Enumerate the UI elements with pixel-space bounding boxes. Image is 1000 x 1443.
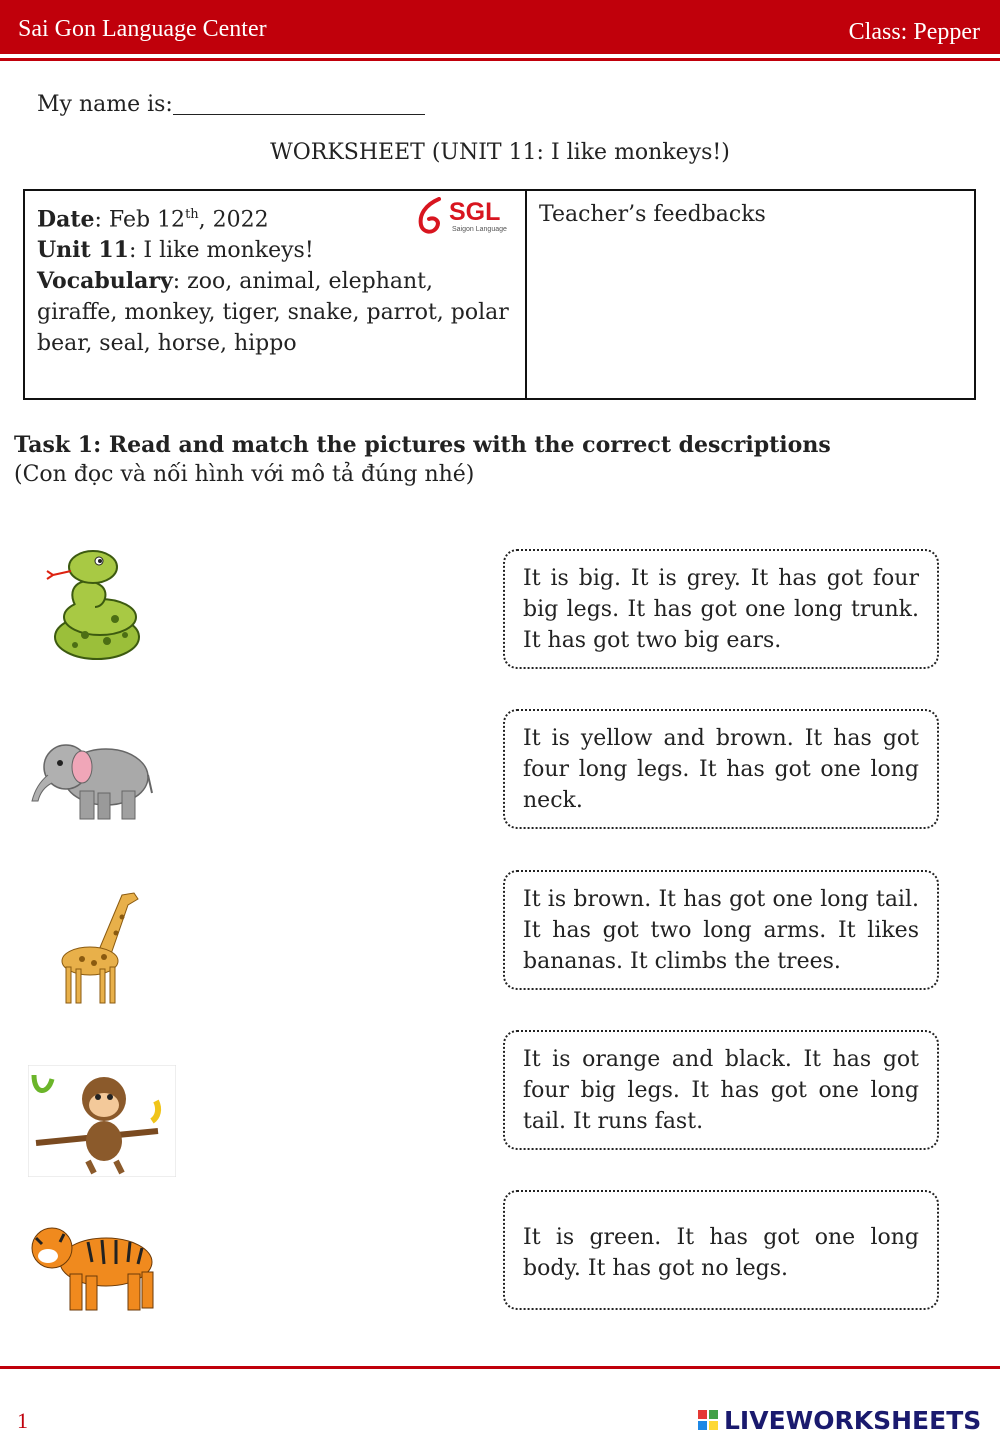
header-bar xyxy=(0,0,1000,54)
description-text: It is brown. It has got one long tail. It has got two long arms. It likes bananas. It climbs the trees. xyxy=(523,887,919,974)
elephant-icon[interactable] xyxy=(28,735,154,823)
sgl-logo xyxy=(415,197,511,237)
footer-divider xyxy=(0,1366,1000,1369)
class-name: Class: Pepper xyxy=(848,19,980,45)
feedback-label: Teacher’s feedbacks xyxy=(539,202,766,227)
center-name: Sai Gon Language Center xyxy=(18,16,267,42)
vocab-value: : zoo, animal, elephant, giraffe, monkey, tiger, snake, parrot, polar bear, seal, horse, hippo xyxy=(37,269,509,357)
name-line xyxy=(37,90,425,117)
vocab-line xyxy=(37,266,513,359)
name-label: My name is: xyxy=(37,92,173,117)
unit-label: Unit 11 xyxy=(37,237,129,264)
name-input[interactable] xyxy=(173,90,425,115)
header-divider xyxy=(0,58,1000,61)
description-text: It is orange and black. It has got four big legs. It has got one long tail. It runs fast. xyxy=(523,1047,919,1134)
giraffe-icon[interactable] xyxy=(52,887,144,1007)
info-table xyxy=(23,189,976,400)
date-value: : Feb 12 xyxy=(94,207,186,233)
description-text: It is yellow and brown. It has got four long legs. It has got one long neck. xyxy=(523,726,919,813)
vocab-label: Vocabulary xyxy=(37,268,173,295)
logo-text: SGL xyxy=(449,198,501,226)
snake-icon[interactable] xyxy=(45,545,145,663)
task1-subtitle: (Con đọc và nối hình với mô tả đúng nhé) xyxy=(14,462,475,487)
description-text: It is green. It has got one long body. It has got no legs. xyxy=(523,1225,919,1281)
worksheet-title: WORKSHEET (UNIT 11: I like monkeys!) xyxy=(270,140,730,165)
date-label: Date xyxy=(37,206,95,233)
description-box[interactable] xyxy=(503,1030,939,1150)
unit-line xyxy=(37,235,513,266)
lesson-info-cell xyxy=(24,190,526,399)
description-box[interactable] xyxy=(503,709,939,829)
brand-text: LIVEWORKSHEETS xyxy=(724,1406,982,1435)
date-year: , 2022 xyxy=(198,207,269,233)
unit-value: : I like monkeys! xyxy=(128,238,314,264)
monkey-icon[interactable] xyxy=(28,1065,176,1177)
description-box[interactable] xyxy=(503,870,939,990)
description-box[interactable] xyxy=(503,1190,939,1310)
description-box[interactable] xyxy=(503,549,939,669)
date-suffix: th xyxy=(185,207,199,222)
logo-subtext: Saigon Language xyxy=(452,226,507,233)
feedback-cell[interactable] xyxy=(526,190,975,399)
task1-title: Task 1: Read and match the pictures with the correct descriptions xyxy=(14,432,831,458)
page-number: 1 xyxy=(17,1408,28,1433)
logo-swirl-icon xyxy=(415,197,449,237)
description-text: It is big. It is grey. It has got four big legs. It has got one long trunk. It has got two big ears. xyxy=(523,566,919,653)
tiger-icon[interactable] xyxy=(28,1218,162,1316)
